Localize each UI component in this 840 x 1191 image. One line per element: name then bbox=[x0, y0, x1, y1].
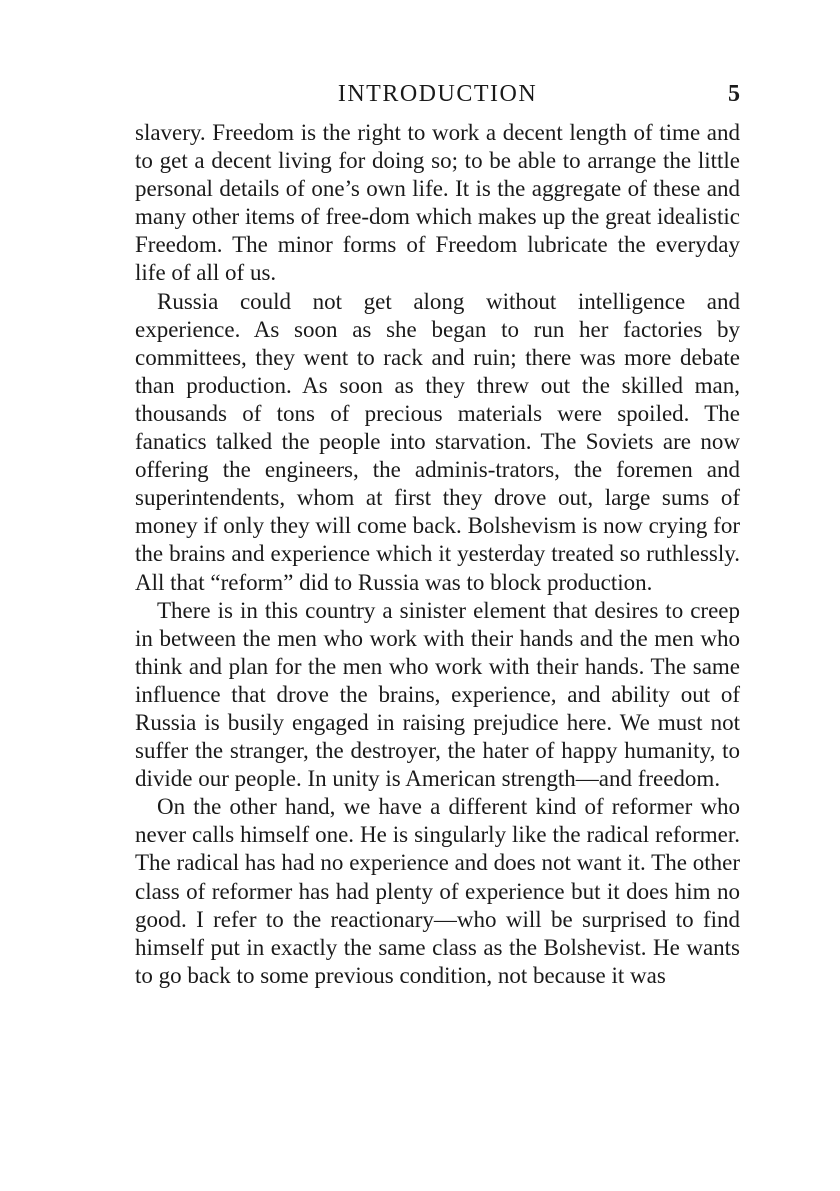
running-head bbox=[135, 78, 740, 110]
body-text bbox=[135, 119, 740, 990]
paragraph: On the other hand, we have a different kind of reformer who never calls himself one. He is singularly like the radical reformer. The radical has had no experience and does not want it. The other class of reformer has had plenty of experience but it does him no good. I refer to the reactionary—who will be surprised to find himself put in exactly the same class as the Bolshevist. He wants to go back to some previous condition, not because it was bbox=[135, 794, 740, 988]
paragraph: There is in this country a sinister element that desires to creep in between the men who work with their hands and the men who think and plan for the men who work with their hands. The same influence that drove the brains, experience, and ability out of Russia is busily engaged in raising prejudice here. We must not suffer the stranger, the destroyer, the hater of happy humanity, to divide our people. In unity is American strength—and freedom. bbox=[135, 597, 740, 792]
paragraph: Russia could not get along without intelligence and experience. As soon as she began to run her factories by committees, they went to rack and ruin; there was more debate than production. As soon as they threw out the skilled man, thousands of tons of precious materials were spoiled. The fanatics talked the people into starvation. The Soviets are now offering the engineers, the adminis-trators, the foremen and superintendents, whom at first they drove out, large sums of money if only they will come back. Bolshevism is now crying for the brains and experience which it yesterday treated so ruthlessly. All that “reform” did to Russia was to block production. bbox=[135, 288, 740, 595]
page-number: 5 bbox=[728, 81, 740, 107]
running-title: INTRODUCTION bbox=[337, 81, 538, 107]
paragraph-continued: slavery. Freedom is the right to work a decent length of time and to get a decent living for doing so; to be able to arrange the little personal details of one’s own life. It is the aggregate of these and many other items of free-dom which makes up the great idealistic Freedom. The minor forms of Freedom lubricate the everyday life of all of us. bbox=[135, 120, 740, 286]
